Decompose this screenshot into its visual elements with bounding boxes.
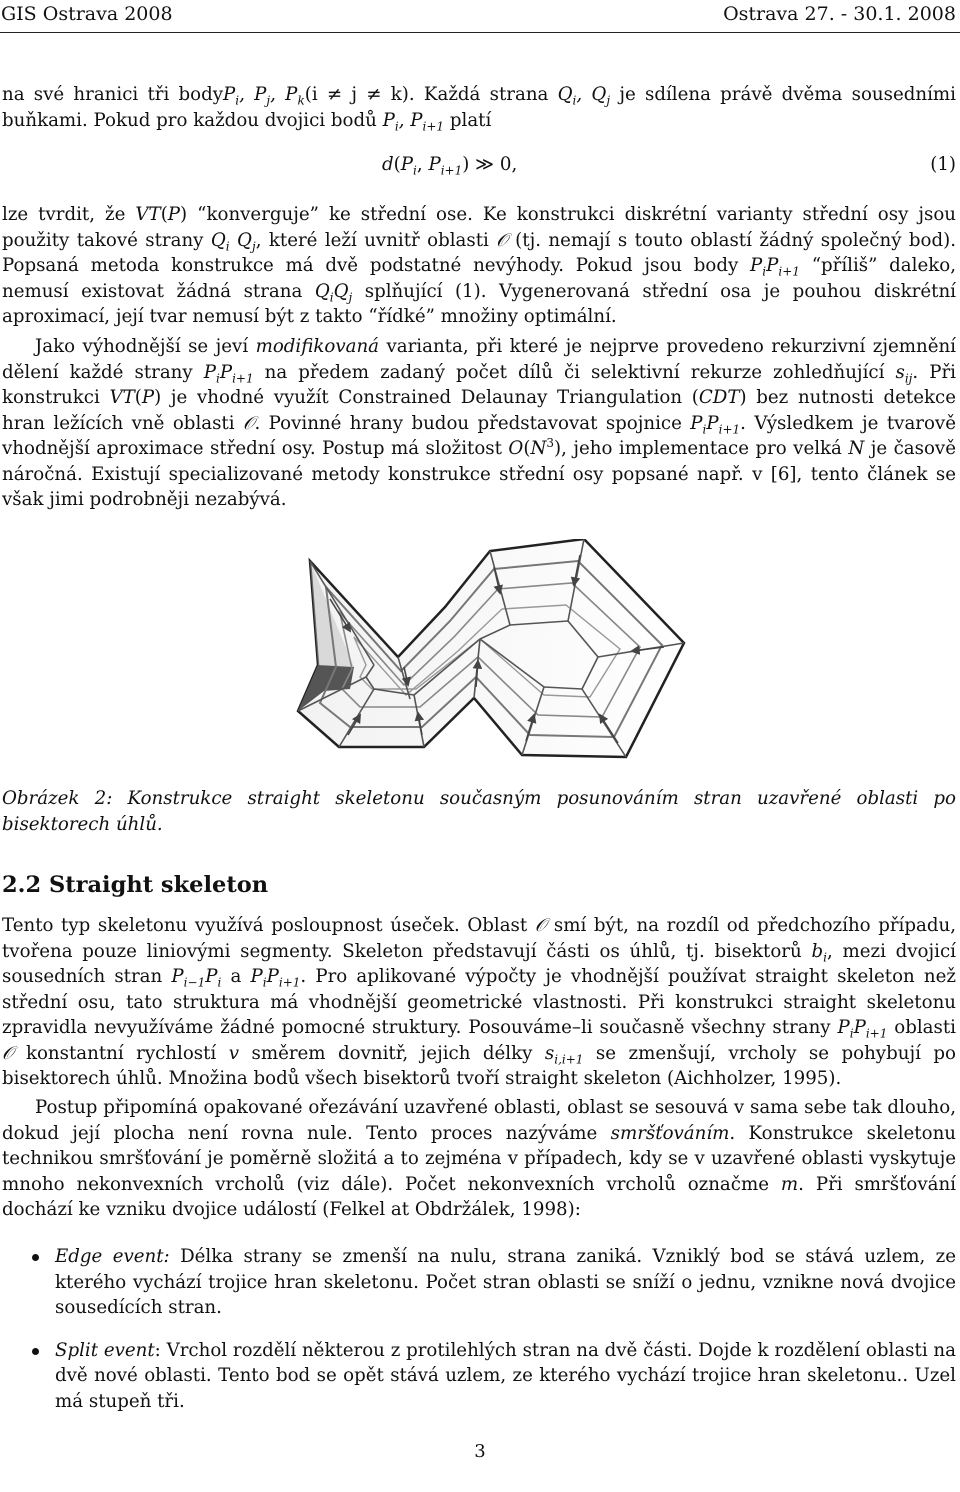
section-title: 2.2 Straight skeleton <box>2 872 269 898</box>
bullet-icon <box>32 1254 39 1261</box>
equation-1 <box>0 152 958 180</box>
equation-expression: $d(P_i$, $P_{i+1}$) ≫ 0, <box>382 154 518 178</box>
paragraph-1: na své hranici tři bodyP$_i$, $P_j$, $P_k(i \ne j \ne k)$. Každá strana $Q_i$, $Q_j$ je sdílena právě dvěma sousedními buňkami. Pokud pro každou dvojici bodů $P_i$, $P_{i+1}$ platí <box>2 84 956 134</box>
figure-caption: Obrázek 2: Konstrukce straight skeletonu současným posunováním stran uzavřené oblasti po bisektorech úhlů. <box>2 788 956 835</box>
header-date: Ostrava 27. - 30.1. 2008 <box>723 3 956 25</box>
header-rule <box>0 32 960 33</box>
bullet-icon <box>32 1348 39 1355</box>
list-item: Edge event: Délka strany se zmenší na nulu, strana zaniká. Vzniklý bod se stává uzlem, ze kterého vychází trojice hran skeletonu. Počet stran oblasti se sníží o jednu, vznikne nová dvojice sousedících stran. <box>0 1244 956 1321</box>
paragraph-2: lze tvrdit, že VT(P) “konverguje” ke střední ose. Ke konstrukci diskrétní varianty střední osy jsou použity takové strany $Q_i$ $Q_j$, které leží uvnitř oblasti 𝒪 (tj. nemají s touto oblastí žádný společný bod). Popsaná metoda konstrukce má dvě podstatné nevýhody. Pokud jsou body $P_iP_{i+1}$ “příliš” daleko, nemusí existovat žádná strana $Q_iQ_j$ splňující (1). Vygenerovaná střední osa je pouhou diskrétní aproximací, její tvar nemusí být z takto “řídké” množiny optimální. <box>2 204 956 327</box>
equation-number: (1) <box>930 154 956 175</box>
list-item: Split event: Vrchol rozdělí některou z protilehlých stran na dvě části. Dojde k rozdělení oblasti na dvě nové oblasti. Tento bod se opět stává uzlem, ze kterého vychází trojice hran skeletonu.. Uzel má stupeň tři. <box>0 1338 956 1415</box>
straight-skeleton-figure <box>254 539 710 783</box>
event-list <box>0 1244 956 1431</box>
paragraph-4: Tento typ skeletonu využívá posloupnost úseček. Oblast 𝒪 smí být, na rozdíl od předchozího případu, tvořena pouze liniovými segmenty. Skeleton představují části os úhlů, tj. bisektorů $b_i$, mezi dvojicí sousedních stran $P_{i-1}P_i$ a $P_iP_{i+1}$. Pro aplikované výpočty je vhodnější používat straight skeleton než střední osu, tato struktura má vhodnější geometrické vlastnosti. Při konstrukci straight skeletonu zpravidla nevyužíváme žádné pomocné struktury. Posouváme–li současně všechny strany $P_iP_{i+1}$ oblasti 𝒪 konstantní rychlostí v směrem dovnitř, jejich délky $s_{i,i+1}$ se zmenšují, vrcholy se pohybují po bisektorech úhlů. Množina bodů všech bisektorů tvoří straight skeleton (Aichholzer, 1995). <box>2 915 956 1089</box>
header-conference: GIS Ostrava 2008 <box>1 3 173 25</box>
paragraph-3: Jako výhodnější se jeví modifikovaná varianta, při které je nejprve provedeno rekurzivní zjemnění dělení každé strany $P_iP_{i+1}$ na předem zadaný počet dílů či selektivní rekurze zohledňující $s_{ij}$. Při konstrukci VT(P) je vhodné využít Constrained Delaunay Triangulation (CDT) bez nutnosti detekce hran ležících vně oblasti 𝒪. Povinné hrany budou představovat spojnice $P_iP_{i+1}$. Výsledkem je tvarově vhodnější aproximace střední osy. Postup má složitost $O(N^3)$, jeho implementace pro velká N je časově náročná. Existují specializované metody konstrukce střední osy popsané např. v [6], tento článek se však jimi podrobněji nezabývá. <box>2 336 956 510</box>
running-header <box>0 2 958 28</box>
page-number: 3 <box>474 1441 486 1462</box>
paragraph-5: Postup připomíná opakované ořezávání uzavřené oblasti, oblast se sesouvá v sama sebe tak dlouho, dokud její plocha není rovna nule. Tento proces nazýváme smršťováním. Konstrukce skeletonu technikou smršťování je poměrně složitá a to zejména v případech, kdy se v uzavřené oblasti vyskytuje mnoho nekonvexních vrcholů (viz dále). Počet nekonvexních vrcholů označme m. Při smršťování dochází ke vzniku dvojice událostí (Felkel at Obdržálek, 1998): <box>2 1097 956 1220</box>
